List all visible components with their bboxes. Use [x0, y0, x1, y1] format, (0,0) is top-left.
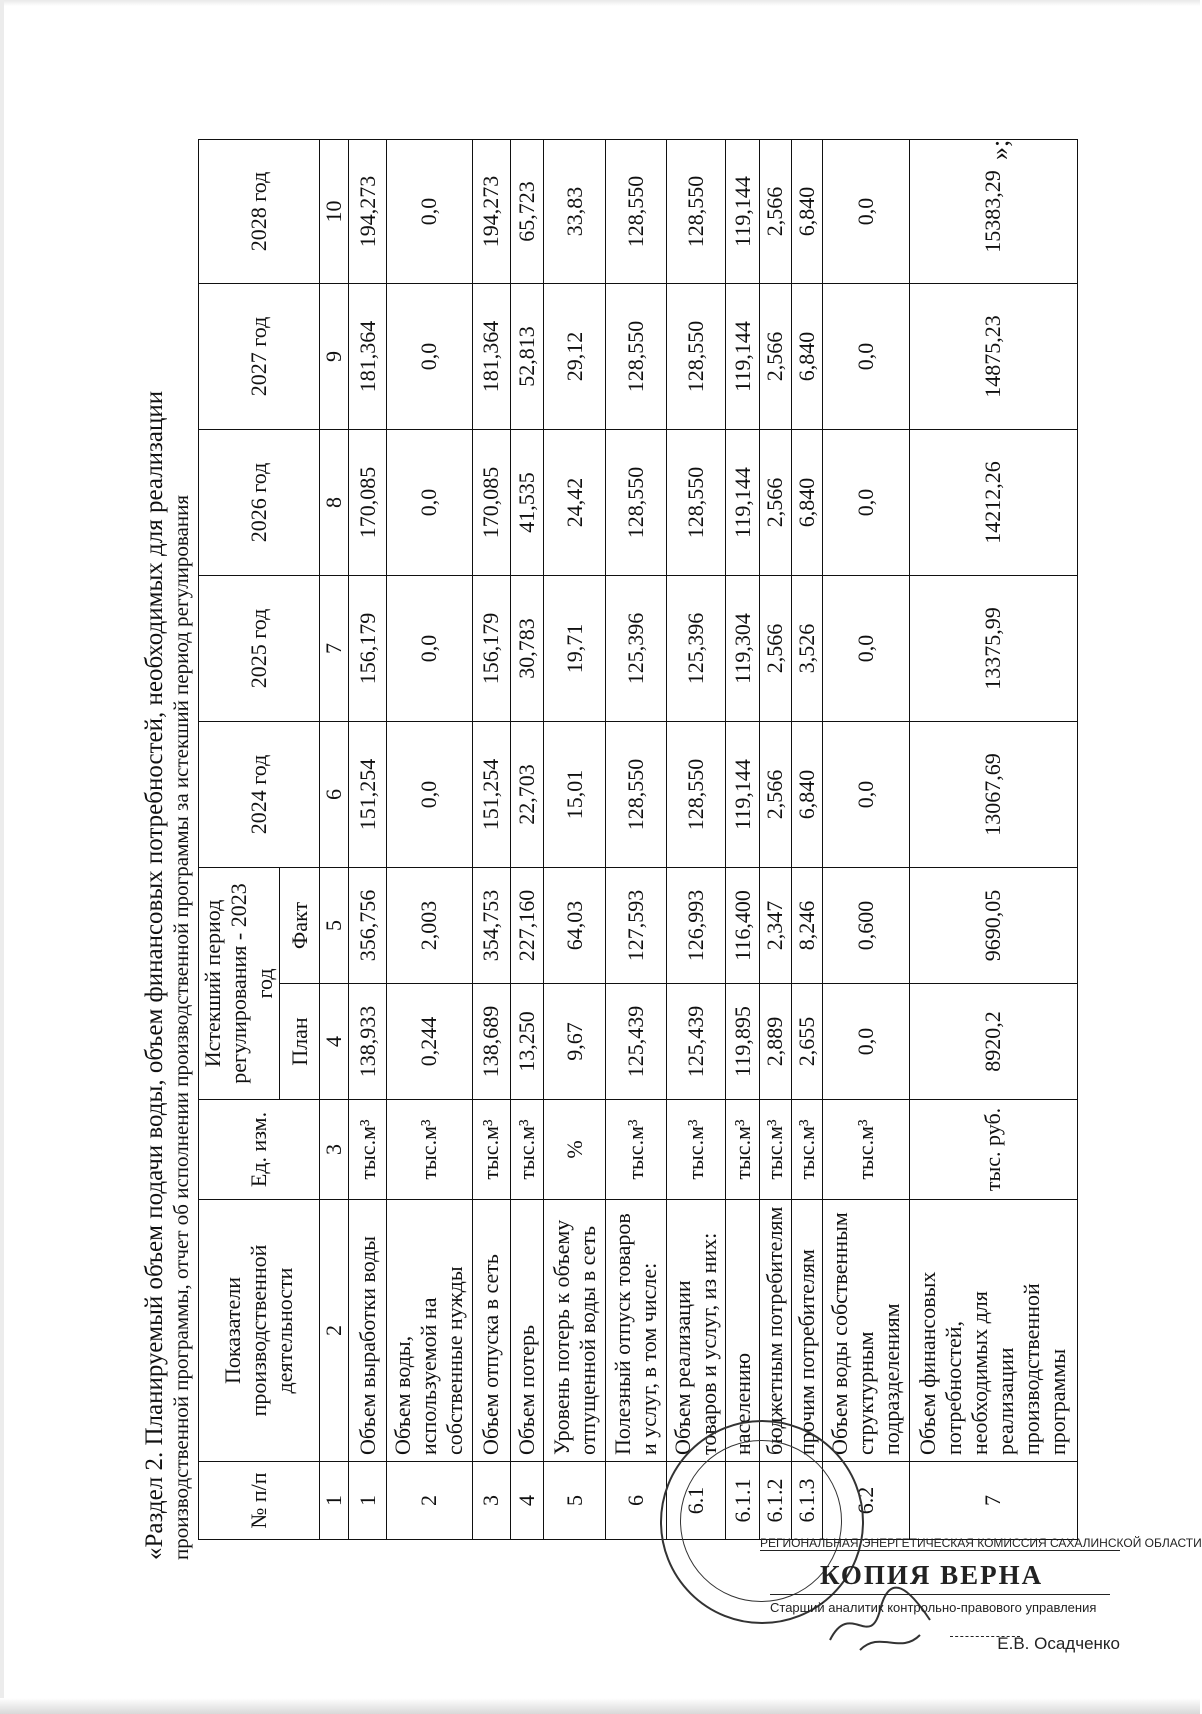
cell-y2026: 41,535 [510, 429, 544, 575]
header-2028: 2028 год [199, 139, 320, 283]
cell-y2025: 119,304 [726, 575, 760, 721]
cell-num: 6.1.2 [759, 1462, 791, 1540]
stamp-signer: Е.В. Осадченко [997, 1634, 1120, 1653]
header-row-1 [199, 139, 280, 1539]
cell-y2027: 128,550 [605, 283, 666, 429]
stamp-position: Старший аналитик контрольно-правового управления [770, 1600, 1097, 1615]
cell-y2027: 181,364 [349, 283, 387, 429]
cell-y2025: 30,783 [510, 575, 544, 721]
header-2025: 2025 год [199, 575, 320, 721]
col-number: 1 [320, 1462, 349, 1540]
table-body [349, 139, 1078, 1539]
cell-unit: тыс.м³ [387, 1100, 473, 1200]
cell-num: 3 [472, 1462, 510, 1540]
cell-num: 6 [605, 1462, 666, 1540]
cell-unit: % [544, 1100, 605, 1200]
cell-y2025: 156,179 [472, 575, 510, 721]
cell-plan: 125,439 [666, 984, 725, 1100]
cell-y2026: 128,550 [605, 429, 666, 575]
cell-y2025: 156,179 [349, 575, 387, 721]
cell-fact: 127,593 [605, 867, 666, 983]
cell-y2026: 170,085 [472, 429, 510, 575]
cell-y2026: 170,085 [349, 429, 387, 575]
cell-unit: тыс.м³ [666, 1100, 725, 1200]
cell-num: 5 [544, 1462, 605, 1540]
cell-num: 6.1.3 [791, 1462, 823, 1540]
scan-bottom-edge [0, 1698, 1200, 1714]
header-indicator: Показатели производственной деятельности [199, 1200, 320, 1462]
cell-y2026: 128,550 [666, 429, 725, 575]
cell-y2026: 0,0 [387, 429, 473, 575]
col-number: 8 [320, 429, 349, 575]
cell-num: 2 [387, 1462, 473, 1540]
cell-y2025: 125,396 [666, 575, 725, 721]
cell-fact: 356,756 [349, 867, 387, 983]
cell-y2028: 15383,29 [909, 139, 1077, 283]
cell-y2028: 128,550 [605, 139, 666, 283]
cell-unit: тыс.м³ [605, 1100, 666, 1200]
cell-fact: 0,600 [823, 867, 910, 983]
table-row [510, 139, 544, 1539]
cell-y2028: 33,83 [544, 139, 605, 283]
cell-num: 6.1 [666, 1462, 725, 1540]
header-unit: Ед. изм. [199, 1100, 320, 1200]
cell-y2028: 2,566 [759, 139, 791, 283]
cell-y2026: 0,0 [823, 429, 910, 575]
cell-name: населению [726, 1200, 760, 1462]
cell-y2027: 119,144 [726, 283, 760, 429]
cell-y2024: 128,550 [666, 721, 725, 867]
cell-y2024: 151,254 [349, 721, 387, 867]
section-title [140, 140, 193, 1560]
cell-y2025: 125,396 [605, 575, 666, 721]
table-row [823, 139, 910, 1539]
header-plan: План [280, 984, 320, 1100]
cell-y2027: 0,0 [387, 283, 473, 429]
section-title-line1: «Раздел 2. Планируемый объем подачи воды, объем финансовых потребностей, необходимых для реализации [141, 390, 168, 1560]
cell-plan: 138,689 [472, 984, 510, 1100]
cell-fact: 8,246 [791, 867, 823, 983]
cell-y2026: 119,144 [726, 429, 760, 575]
cell-fact: 126,993 [666, 867, 725, 983]
cell-y2027: 0,0 [823, 283, 910, 429]
table-row [666, 139, 725, 1539]
cell-unit: тыс.м³ [510, 1100, 544, 1200]
cell-y2024: 13067,69 [909, 721, 1077, 867]
col-number: 3 [320, 1100, 349, 1200]
cell-unit: тыс.м³ [823, 1100, 910, 1200]
cell-name: Объем воды, используемой на собственные нужды [387, 1200, 473, 1462]
cell-y2027: 29,12 [544, 283, 605, 429]
table-row [759, 139, 791, 1539]
header-2027: 2027 год [199, 283, 320, 429]
cell-num: 4 [510, 1462, 544, 1540]
table-row [726, 139, 760, 1539]
cell-name: Объем потерь [510, 1200, 544, 1462]
cell-name: Уровень потерь к объему отпущенной воды в сеть [544, 1200, 605, 1462]
scan-top-edge [0, 0, 1200, 6]
column-number-row [320, 139, 349, 1539]
cell-plan: 0,244 [387, 984, 473, 1100]
cell-y2024: 128,550 [605, 721, 666, 867]
cell-y2028: 194,273 [472, 139, 510, 283]
cell-plan: 8920,2 [909, 984, 1077, 1100]
cell-y2024: 15,01 [544, 721, 605, 867]
cell-y2028: 128,550 [666, 139, 725, 283]
col-number: 6 [320, 721, 349, 867]
header-fact: Факт [280, 867, 320, 983]
cell-name: Объем выработки воды [349, 1200, 387, 1462]
cell-plan: 0,0 [823, 984, 910, 1100]
cell-plan: 2,889 [759, 984, 791, 1100]
cell-y2027: 2,566 [759, 283, 791, 429]
cell-plan: 119,895 [726, 984, 760, 1100]
header-2026: 2026 год [199, 429, 320, 575]
cell-name: бюджетным потребителям [759, 1200, 791, 1462]
cell-name: Объем реализации товаров и услуг, из них: [666, 1200, 725, 1462]
table-row [909, 139, 1077, 1539]
cell-plan: 9,67 [544, 984, 605, 1100]
cell-fact: 116,400 [726, 867, 760, 983]
cell-y2024: 6,840 [791, 721, 823, 867]
cell-y2028: 65,723 [510, 139, 544, 283]
header-2024: 2024 год [199, 721, 320, 867]
cell-fact: 9690,05 [909, 867, 1077, 983]
cell-num: 6.1.1 [726, 1462, 760, 1540]
section-title-line2: производственной программы, отчет об исполнении производственной программы за истекший период регулирования [169, 494, 193, 1560]
table-row [791, 139, 823, 1539]
cell-y2024: 151,254 [472, 721, 510, 867]
cell-name: Объем финансовых потребностей, необходимых для реализации производственной программы [909, 1200, 1077, 1462]
cell-unit: тыс.м³ [759, 1100, 791, 1200]
table-row [349, 139, 387, 1539]
cell-name: Объем отпуска в сеть [472, 1200, 510, 1462]
cell-fact: 64,03 [544, 867, 605, 983]
cell-y2025: 3,526 [791, 575, 823, 721]
cell-plan: 2,655 [791, 984, 823, 1100]
cell-y2026: 2,566 [759, 429, 791, 575]
table-row [472, 139, 510, 1539]
cell-y2025: 2,566 [759, 575, 791, 721]
table-row [387, 139, 473, 1539]
cell-y2028: 6,840 [791, 139, 823, 283]
cell-y2025: 19,71 [544, 575, 605, 721]
cell-name: Полезный отпуск товаров и услуг, в том числе: [605, 1200, 666, 1462]
cell-y2028: 0,0 [823, 139, 910, 283]
production-program-table [198, 139, 1078, 1540]
cell-y2026: 24,42 [544, 429, 605, 575]
cell-y2028: 194,273 [349, 139, 387, 283]
cell-name: прочим потребителям [791, 1200, 823, 1462]
cell-y2027: 14875,23 [909, 283, 1077, 429]
cell-y2024: 0,0 [823, 721, 910, 867]
cell-num: 7 [909, 1462, 1077, 1540]
cell-unit: тыс.м³ [349, 1100, 387, 1200]
col-number: 2 [320, 1200, 349, 1462]
header-expired-period: Истекший период регулирования - 2023 год [199, 867, 280, 1099]
col-number: 10 [320, 139, 349, 283]
cell-unit: тыс.м³ [791, 1100, 823, 1200]
cell-y2025: 0,0 [823, 575, 910, 721]
cell-num: 6.2 [823, 1462, 910, 1540]
stamp-copy-verified: КОПИЯ ВЕРНА [820, 1560, 1044, 1590]
header-num: № п/п [199, 1462, 320, 1540]
cell-name: Объем воды собственным структурным подразделениям [823, 1200, 910, 1462]
cell-y2028: 119,144 [726, 139, 760, 283]
cell-unit: тыс. руб. [909, 1100, 1077, 1200]
cell-unit: тыс.м³ [472, 1100, 510, 1200]
stamp-divider [770, 1594, 1110, 1595]
cell-plan: 138,933 [349, 984, 387, 1100]
cell-y2027: 6,840 [791, 283, 823, 429]
cell-unit: тыс.м³ [726, 1100, 760, 1200]
cell-num: 1 [349, 1462, 387, 1540]
cell-plan: 13,250 [510, 984, 544, 1100]
cell-fact: 2,347 [759, 867, 791, 983]
cell-y2025: 13375,99 [909, 575, 1077, 721]
cell-fact: 354,753 [472, 867, 510, 983]
table-row [605, 139, 666, 1539]
cell-y2025: 0,0 [387, 575, 473, 721]
stamp-organization: РЕГИОНАЛЬНАЯ ЭНЕРГЕТИЧЕСКАЯ КОМИССИЯ САХАЛИНСКОЙ ОБЛАСТИ [760, 1536, 1202, 1550]
col-number: 4 [320, 984, 349, 1100]
closing-quote: »; [985, 139, 1014, 160]
cell-y2028: 0,0 [387, 139, 473, 283]
cell-fact: 2,003 [387, 867, 473, 983]
cell-y2024: 119,144 [726, 721, 760, 867]
cell-y2027: 52,813 [510, 283, 544, 429]
cell-y2026: 6,840 [791, 429, 823, 575]
cell-y2027: 181,364 [472, 283, 510, 429]
col-number: 5 [320, 867, 349, 983]
cell-y2024: 22,703 [510, 721, 544, 867]
rotated-document-page [140, 120, 1080, 1560]
cell-y2027: 128,550 [666, 283, 725, 429]
cell-fact: 227,160 [510, 867, 544, 983]
scan-left-edge [0, 0, 4, 1714]
cell-y2024: 2,566 [759, 721, 791, 867]
col-number: 9 [320, 283, 349, 429]
table-row [544, 139, 605, 1539]
col-number: 7 [320, 575, 349, 721]
cell-y2024: 0,0 [387, 721, 473, 867]
cell-plan: 125,439 [605, 984, 666, 1100]
certification-stamp [760, 1536, 1202, 1686]
cell-y2026: 14212,26 [909, 429, 1077, 575]
